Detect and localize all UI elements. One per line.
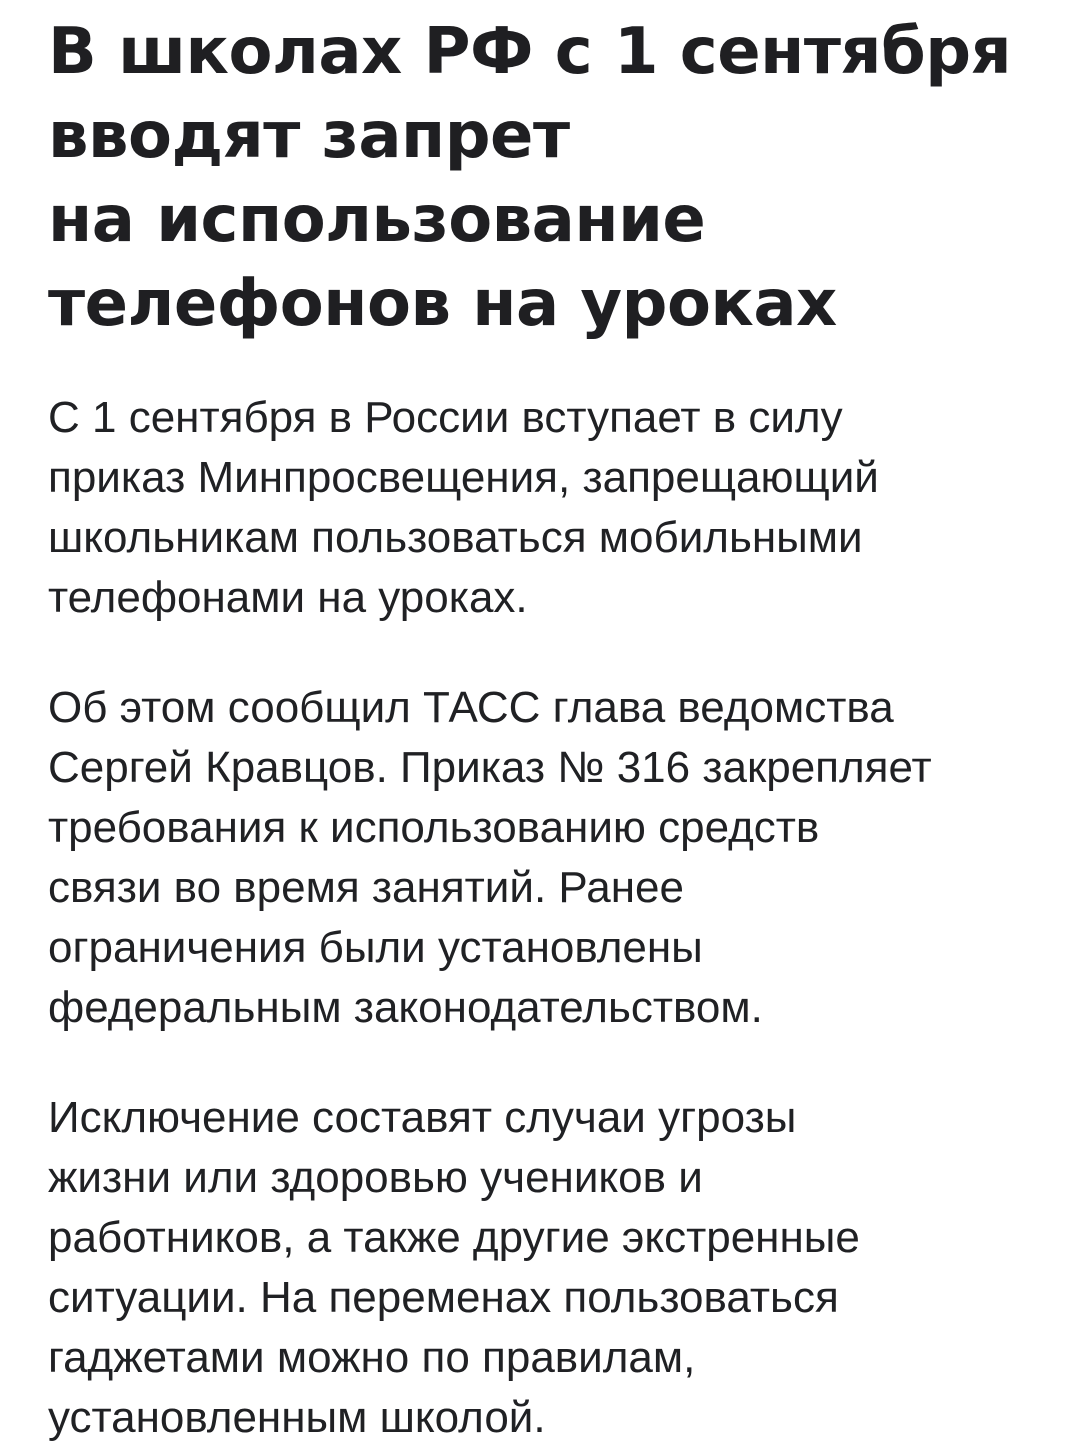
news-article — [48, 10, 1058, 1448]
paragraph-line: установленным школой. — [48, 1393, 546, 1442]
article-paragraph-1 — [48, 388, 1058, 628]
paragraph-line: С 1 сентября в России вступает в силу — [48, 393, 843, 442]
article-paragraph-3 — [48, 1088, 1058, 1448]
paragraph-line: гаджетами можно по правилам, — [48, 1333, 696, 1382]
paragraph-line: школьникам пользоваться мобильными — [48, 513, 863, 562]
paragraph-line: связи во время занятий. Ранее — [48, 863, 685, 912]
paragraph-line: работников, а также другие экстренные — [48, 1213, 860, 1262]
paragraph-line: приказ Минпросвещения, запрещающий — [48, 453, 879, 502]
paragraph-line: Исключение составят случаи угрозы — [48, 1093, 797, 1142]
paragraph-line: жизни или здоровью учеников и — [48, 1153, 703, 1202]
paragraph-line: Сергей Кравцов. Приказ № 316 закрепляет — [48, 743, 932, 792]
paragraph-line: требования к использованию средств — [48, 803, 820, 852]
paragraph-line: ситуации. На переменах пользоваться — [48, 1273, 839, 1322]
headline-line: телефонов на уроках — [48, 267, 837, 341]
paragraph-line: федеральным законодательством. — [48, 983, 763, 1032]
paragraph-line: ограничения были установлены — [48, 923, 703, 972]
article-headline — [48, 10, 1058, 346]
headline-line: на использование — [48, 183, 706, 257]
paragraph-line: Об этом сообщил ТАСС глава ведомства — [48, 683, 894, 732]
paragraph-line: телефонами на уроках. — [48, 573, 528, 622]
headline-line: вводят запрет — [48, 99, 570, 173]
article-paragraph-2 — [48, 678, 1058, 1038]
headline-line: В школах РФ с 1 сентября — [48, 15, 1012, 89]
